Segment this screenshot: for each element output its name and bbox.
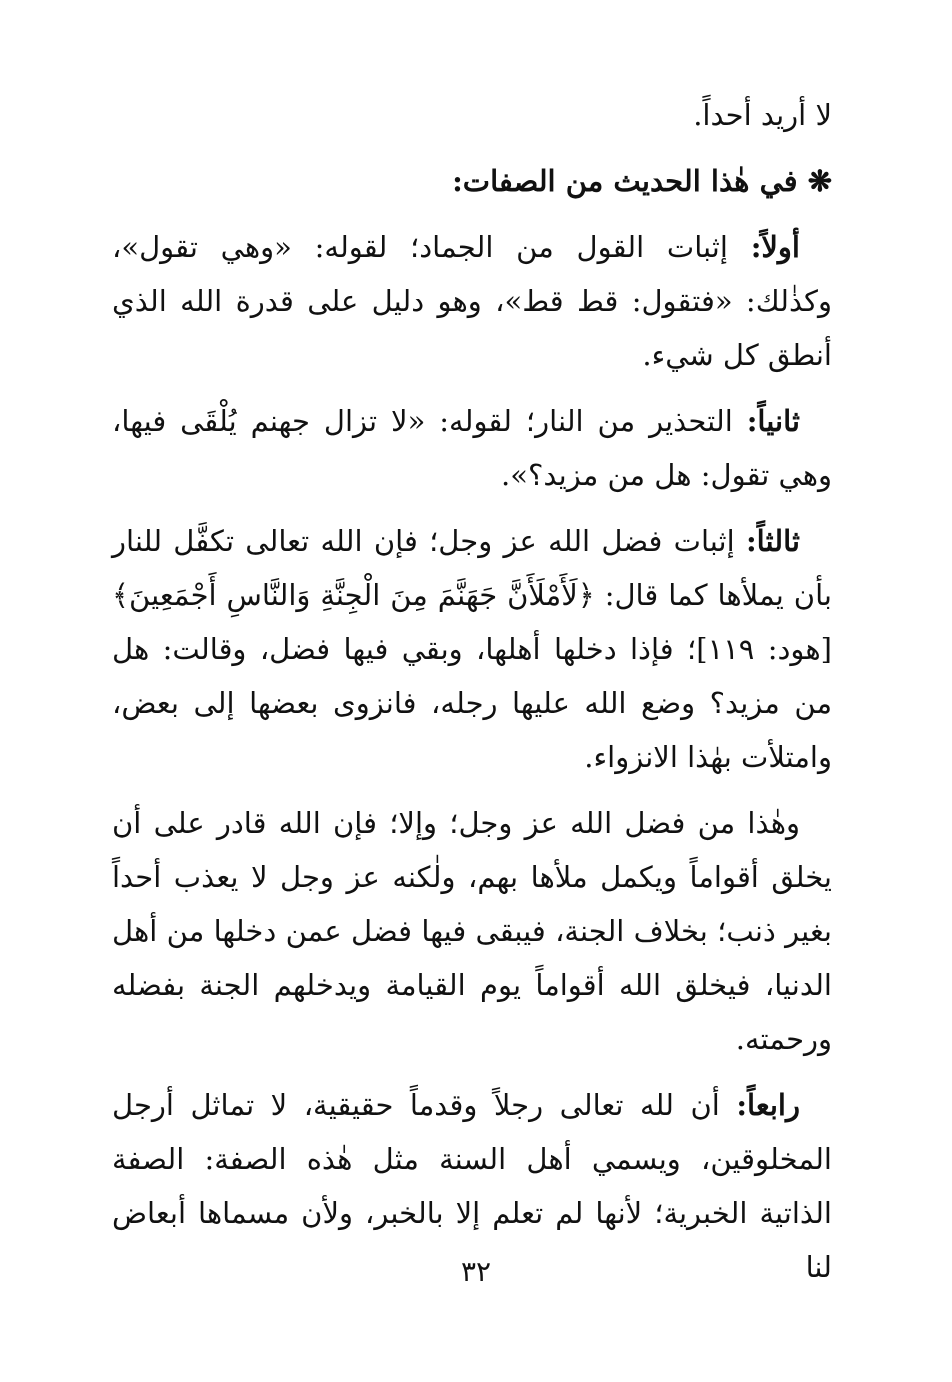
item-label: أولاً: — [750, 230, 800, 264]
item-text: إثبات فضل الله عز وجل؛ فإن الله تعالى تكفَّل للنار بأن يملأها كما قال: ﴿لَأَمْلَأَنَّ جَهَنَّمَ مِنَ الْجِنَّةِ وَالنَّاسِ أَجْمَعِينَ﴾ [هود: ١١٩]؛ فإذا دخلها أهلها، وبقي فيها فضل، وقالت: هل من مزيد؟ وضع الله عليها رجله، فانزوى بعضها إلى بعض، وامتلأت بهٰذا الانزواء. — [112, 524, 832, 774]
page-number: ٣٢ — [460, 1255, 492, 1288]
item-label: ثالثاً: — [745, 524, 800, 558]
intro-line: لا أريد أحداً. — [693, 98, 832, 132]
middle-paragraph: وهٰذا من فضل الله عز وجل؛ وإلا؛ فإن الله قادر على أن يخلق أقواماً ويكمل ملأها بهم، ولٰكنه عز وجل لا يعذب أحداً بغير ذنب؛ بخلاف الجنة، فيبقى فيها فضل عمن دخلها من أهل الدنيا، فيخلق الله أقواماً يوم القيامة ويدخلهم الجنة بفضله ورحمته. — [112, 806, 832, 1056]
page-body — [112, 88, 832, 1306]
item-label: رابعاً: — [736, 1088, 800, 1122]
item-text: إثبات القول من الجماد؛ لقوله: «وهي تقول»، وكذٰلك: «فتقول: قط قط»، وهو دليل على قدرة الله الذي أنطق كل شيء. — [112, 230, 832, 372]
item-text: أن لله تعالى رجلاً وقدماً حقيقية، لا تماثل أرجل المخلوقين، ويسمي أهل السنة مثل هٰذه الصفة: الصفة الذاتية الخبرية؛ لأنها لم تعلم إلا بالخبر، ولأن مسماها أبعاض لنا — [112, 1088, 832, 1284]
section-heading: ❋ في هٰذا الحديث من الصفات: — [452, 164, 832, 198]
item-second — [112, 394, 832, 502]
item-third — [112, 514, 832, 784]
item-text: التحذير من النار؛ لقوله: «لا تزال جهنم يُلْقَى فيها، وهي تقول: هل من مزيد؟». — [112, 404, 832, 492]
item-label: ثانياً: — [746, 404, 800, 438]
item-first — [112, 220, 832, 382]
